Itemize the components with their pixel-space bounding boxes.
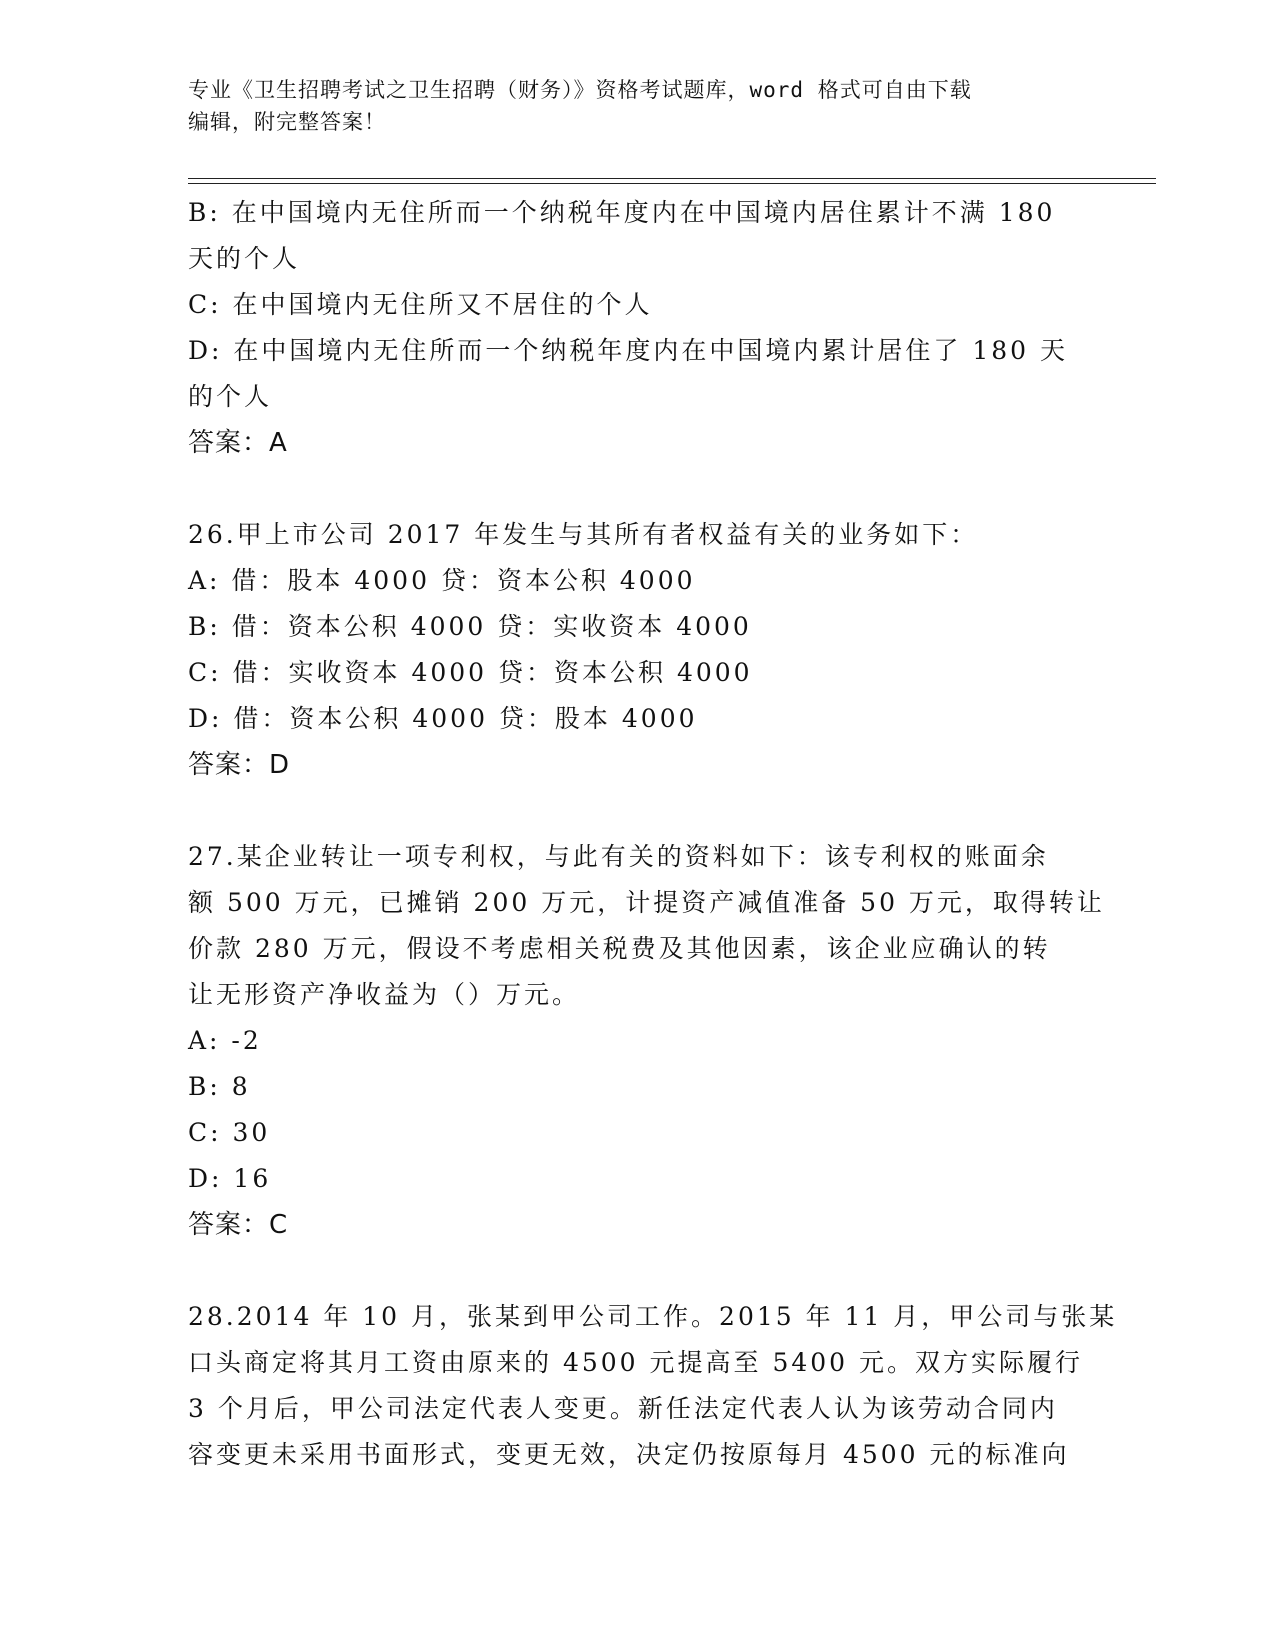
q26-stem: 26.甲上市公司 2017 年发生与其所有者权益有关的业务如下： [188, 520, 979, 549]
q26-option-a: A: 借：股本 4000 贷：资本公积 4000 [188, 566, 696, 595]
spacer [188, 466, 1088, 512]
q25-option-b-line-2: 天的个人 [188, 244, 301, 273]
q26-answer: 答案：D [188, 750, 291, 780]
q28-stem-line-3: 3 个月后，甲公司法定代表人变更。新任法定代表人认为该劳动合同内 [188, 1394, 1058, 1423]
q25-option-c: C: 在中国境内无住所又不居住的个人 [188, 290, 653, 319]
q27-option-c: C: 30 [188, 1118, 271, 1147]
header-line-2: 编辑，附完整答案！ [188, 110, 386, 134]
q27-option-d: D: 16 [188, 1164, 272, 1193]
q27-option-b: B: 8 [188, 1072, 251, 1101]
question-28 [188, 1294, 1118, 1478]
header-divider-top [188, 178, 1156, 179]
q27-stem-line-4: 让无形资产净收益为（）万元。 [188, 980, 581, 1009]
q25-option-b-line-1: B: 在中国境内无住所而一个纳税年度内在中国境内居住累计不满 180 [188, 198, 1056, 227]
q26-option-b: B: 借：资本公积 4000 贷：实收资本 4000 [188, 612, 752, 641]
q25-option-d-line-1: D: 在中国境内无住所而一个纳税年度内在中国境内累计居住了 180 天 [188, 336, 1069, 365]
q27-stem-line-3: 价款 280 万元，假设不考虑相关税费及其他因素，该企业应确认的转 [188, 934, 1051, 963]
page-header [188, 74, 1088, 138]
q25-option-d-line-2: 的个人 [188, 382, 273, 411]
q27-option-a: A: -2 [188, 1026, 262, 1055]
q27-stem-line-1: 27.某企业转让一项专利权，与此有关的资料如下：该专利权的账面余 [188, 842, 1049, 871]
spacer [188, 1248, 1088, 1294]
q26-option-c: C: 借：实收资本 4000 贷：资本公积 4000 [188, 658, 753, 687]
question-27 [188, 834, 1105, 1248]
document-body [188, 190, 1118, 1478]
q25-answer: 答案：A [188, 428, 288, 458]
question-25 [188, 190, 1088, 466]
q27-stem-line-2: 额 500 万元，已摊销 200 万元，计提资产减值准备 50 万元，取得转让 [188, 888, 1105, 917]
spacer [188, 788, 1088, 834]
q28-stem-line-1: 28.2014 年 10 月，张某到甲公司工作。2015 年 11 月，甲公司与张某 [188, 1302, 1118, 1331]
question-26 [188, 512, 1088, 788]
q28-stem-line-4: 容变更未采用书面形式，变更无效，决定仍按原每月 4500 元的标准向 [188, 1440, 1070, 1469]
q27-answer: 答案：C [188, 1210, 289, 1240]
q28-stem-line-2: 口头商定将其月工资由原来的 4500 元提高至 5400 元。双方实际履行 [188, 1348, 1084, 1377]
q26-option-d: D: 借：资本公积 4000 贷：股本 4000 [188, 704, 698, 733]
header-line-1: 专业《卫生招聘考试之卫生招聘（财务）》资格考试题库，word 格式可自由下载 [188, 78, 972, 102]
header-divider-bottom [188, 183, 1156, 184]
